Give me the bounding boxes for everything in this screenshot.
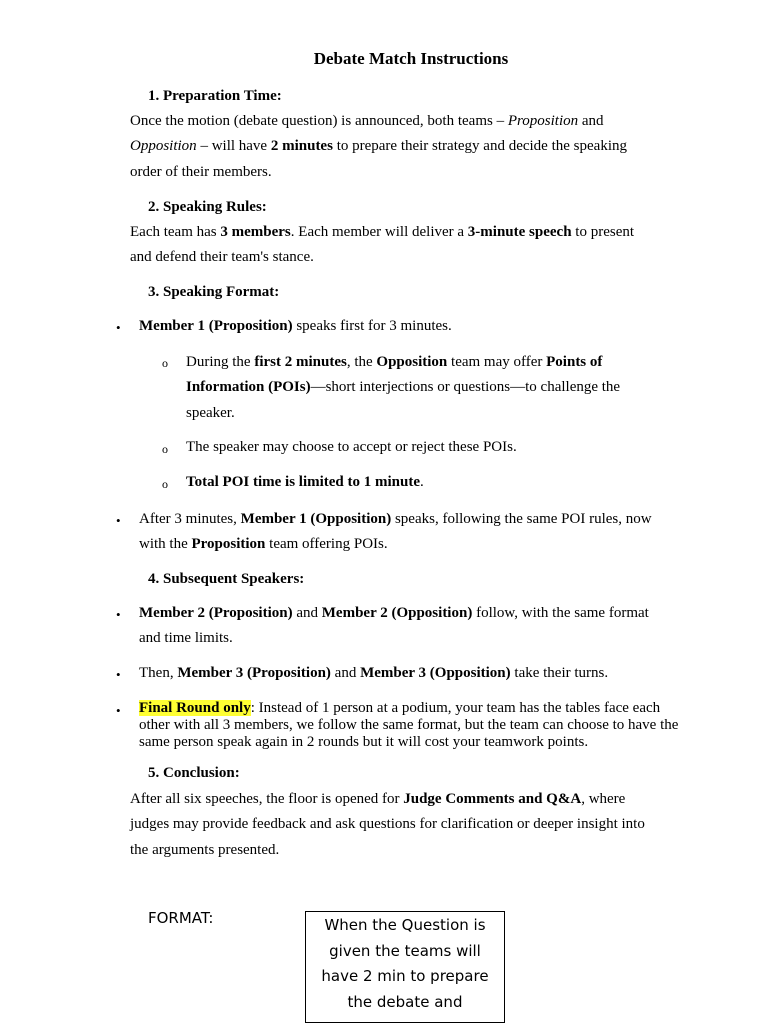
text-run-bold: Member 2 (Opposition) (321, 605, 473, 621)
text-line (139, 601, 699, 626)
format-label: FORMAT: (148, 909, 214, 927)
text-run-bold: Total POI time is limited to 1 minute (186, 474, 421, 490)
text-run: team offering POIs. (265, 536, 388, 553)
section-heading-subsequent-speakers: 4. Subsequent Speakers: (148, 571, 305, 587)
text-run: take their turns. (510, 665, 609, 681)
bullet-item-final-round (139, 700, 679, 751)
sub-bullet-glyph: o (162, 356, 168, 370)
sub-bullet-item-poi (186, 350, 666, 426)
section-heading-speaking-format: 3. Speaking Format: (148, 284, 280, 300)
sub-bullet-item-accept-reject: The speaker may choose to accept or reject these POIs. (186, 439, 517, 455)
text-line (130, 787, 710, 812)
sub-bullet-glyph: o (162, 442, 168, 456)
bullet-item-member3 (139, 665, 608, 682)
text-run-bold: 3 members (220, 224, 291, 240)
bullet-glyph: • (116, 320, 121, 335)
text-line: When the Question is (324, 916, 486, 934)
text-line (130, 134, 690, 159)
sub-bullet-glyph: o (162, 477, 168, 491)
text-run-bold: Proposition (191, 536, 266, 553)
bullet-item-member1-proposition (139, 318, 452, 335)
section-heading-speaking-rules: 2. Speaking Rules: (148, 199, 267, 215)
text-line: the debate and (347, 992, 463, 1011)
text-run-bold: Member 3 (Opposition) (360, 665, 511, 681)
text-line: order of their members. (130, 163, 272, 180)
bullet-glyph: • (116, 667, 121, 682)
text-run: , the (346, 354, 377, 370)
text-run: and (292, 605, 322, 621)
text-run-italic: Opposition (130, 138, 197, 155)
bullet-glyph: • (116, 607, 121, 622)
text-run: : Instead of 1 person at a podium, your team has the tables face each other with all 3 members, we follow the same format, but the team can choose to have the same person speak again in 2 rounds but it will cost your teamwork points. (139, 700, 679, 750)
text-run: to prepare their strategy and decide the speaking (332, 138, 627, 155)
bullet-glyph: • (116, 513, 121, 528)
text-run: with the (139, 536, 192, 553)
text-run-bold: Member 3 (Proposition) (177, 665, 331, 681)
text-run-bold: Opposition (376, 354, 448, 370)
text-run: to present (571, 224, 635, 240)
text-run: Each team has (130, 224, 221, 240)
text-run-bold: Information (POIs) (186, 379, 311, 396)
text-line: and time limits. (139, 630, 233, 647)
bullet-item-member2 (139, 601, 699, 652)
text-run: Once the motion (debate question) is announced, both teams – (130, 113, 508, 129)
section-heading-conclusion: 5. Conclusion: (148, 765, 240, 781)
text-run: team may offer (447, 354, 547, 370)
text-run-bold: Judge Comments and Q&A (403, 791, 582, 807)
text-run: , where (581, 791, 626, 807)
text-line (186, 350, 666, 375)
text-run: —short interjections or questions—to challenge the (310, 379, 621, 396)
text-run: . (420, 474, 424, 490)
text-run: and (578, 113, 604, 129)
text-line: speaker. (186, 404, 235, 421)
section-heading-preparation: 1. Preparation Time: (148, 88, 282, 104)
bullet-item-member1-opposition (139, 507, 699, 558)
text-line (130, 220, 690, 245)
format-text-box (305, 911, 505, 1023)
text-run-bold: Member 1 (Opposition) (240, 511, 392, 527)
text-line: have 2 min to prepare (321, 967, 489, 985)
text-run: and (330, 665, 361, 681)
paragraph-preparation (130, 109, 690, 185)
text-line (130, 109, 690, 134)
text-run: – will have (196, 138, 271, 155)
text-run-bold: 3-minute speech (467, 224, 572, 240)
highlighted-text: Final Round only (139, 700, 251, 716)
paragraph-speaking-rules (130, 220, 690, 271)
text-line: judges may provide feedback and ask questions for clarification or deeper insight into (130, 816, 645, 833)
text-run: After 3 minutes, (139, 511, 241, 527)
text-run-bold: first 2 minutes (254, 354, 347, 370)
text-run: speaks first for 3 minutes. (292, 318, 452, 334)
text-run: During the (186, 354, 255, 370)
text-run-bold: Member 2 (Proposition) (139, 605, 293, 621)
text-run: speaks, following the same POI rules, now (391, 511, 652, 527)
text-line (139, 507, 699, 532)
text-run-italic: Proposition (507, 113, 579, 129)
text-line (139, 532, 699, 557)
sub-bullet-item-poi-limit (186, 474, 424, 491)
text-run-bold: Member 1 (Proposition) (139, 318, 293, 334)
text-run: Then, (139, 665, 178, 681)
text-run: follow, with the same format (472, 605, 649, 621)
text-run-bold: 2 minutes (270, 138, 333, 155)
text-run: . Each member will deliver a (290, 224, 468, 240)
text-line: given the teams will (329, 941, 481, 960)
text-run: After all six speeches, the floor is opened for (130, 791, 404, 807)
paragraph-conclusion (130, 787, 710, 863)
text-line: the arguments presented. (130, 841, 280, 858)
text-line: and defend their team's stance. (130, 249, 314, 266)
text-line (186, 375, 666, 400)
bullet-glyph: • (116, 703, 121, 718)
document-title: Debate Match Instructions (313, 49, 509, 68)
text-run-bold: Points of (546, 354, 603, 370)
